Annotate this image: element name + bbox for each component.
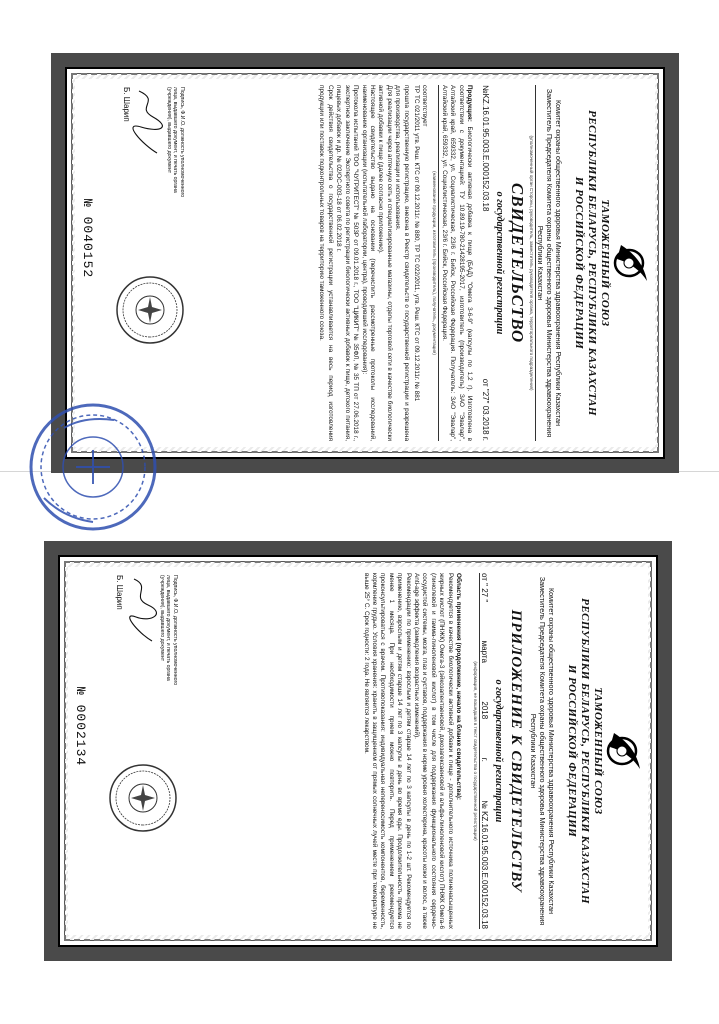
application-area-label: Область применения (продолжение, начало на бланке свидетельства): bbox=[455, 573, 462, 801]
header-line-3: И РОССИЙСКОЙ ФЕДЕРАЦИИ bbox=[573, 176, 585, 350]
union-header bbox=[565, 567, 604, 935]
header-line-1: ТАМОЖЕННЫЙ СОЮЗ bbox=[599, 199, 611, 327]
dosage-and-storage-text: Рекомендации по применению: взрослым и детям старше 14 лет по 3 капсулы в день по 1-2 шт. Рекомендуется по применению, взрослым и детям старше 14 лет по 3 капсулы в день во время еды. Продолжительность приема не менее 1 месяца. При необходимости прием можно повторить. Перед применением рекомендуется проконсультироваться с врачом. Противопоказания: индивидуальная непереносимость компонентов, беременность, кормление грудью. Условия хранения: хранить в защищенном от прямых солнечных лучей месте при температуре не выше 25° С. Срок годности: 2 года. Не является лекарством. bbox=[362, 573, 412, 929]
conforms-standards: ТР ТС 021/2011 утв. Реш. КТС от 09.12.2011г. № 880, ТР ТС 022/2011, утв. Реш. КТС от 09.12.2011г. № 881 bbox=[412, 85, 420, 402]
basis-statement: Настоящее свидетельство выдано на основании (перечислить рассмотренные протоколы исследований, наименование организации (испытательной лаборатории, центра), проводившей исследования): bbox=[360, 85, 376, 441]
signatory-name: Б. Шарип bbox=[115, 575, 124, 610]
product-section bbox=[317, 85, 473, 441]
appendix-note: (информация, не вошедшая в текст свидетельства о государственной регистрации) bbox=[472, 573, 480, 929]
validity-statement: Срок действия свидетельства о государственной регистрации устанавливается на весь период изготовления продукции или поставок подконтрольных товаров на территорию таможенного союза. bbox=[318, 85, 334, 441]
header-line-2: РЕСПУБЛИКИ БЕЛАРУСЬ, РЕСПУБЛИКИ КАЗАХСТАН bbox=[586, 110, 598, 416]
usage-area: Для реализации через аптечную сеть и специализированные магазины, отделы торговой сети в качестве биологически активной добавки к пище (далее согласно приложению). bbox=[377, 85, 393, 441]
conforms-label: соответствует bbox=[421, 85, 429, 127]
form-serial-number: № 0002134 bbox=[73, 687, 88, 767]
appendix-date-suffix: г. bbox=[480, 757, 489, 762]
appendix-date-month: марта bbox=[480, 640, 489, 663]
issuer-deputy: Заместитель Председателя Комитета охраны общественного здоровья Министерства здравоохранения Республики Казахстан bbox=[536, 88, 554, 438]
header-line-2: РЕСПУБЛИКИ БЕЛАРУСЬ, РЕСПУБЛИКИ КАЗАХСТАН bbox=[579, 598, 591, 904]
product-description: Биологически активная добавка к пище (БАД) "Омега 3-6-9" (капсулы по 1,2 г). Изготовлена в соответствии с документацией: ТУ 10.89.19-780-21428195-2017, изготовитель (производитель) ЗАО "Эвалар", Алтайский край, 659332, ул. Социалистическая, 23/6 г. Бийск, Российская Федерация. Получатель: ЗАО "Эвалар", Алтайский край, 659332, ул. Социалистическая, 23/6 г. Бийск, Российская Федерация. bbox=[440, 85, 473, 441]
appendix-body bbox=[68, 567, 648, 935]
issuer-deputy: Заместитель Председателя Комитета охраны общественного здоровья Министерства здравоохранения Республики Казахстан bbox=[529, 576, 547, 926]
issuer-block bbox=[529, 573, 556, 929]
header-line-3: И РОССИЙСКОЙ ФЕДЕРАЦИИ bbox=[566, 664, 578, 838]
header-line-1: ТАМОЖЕННЫЙ СОЮЗ bbox=[592, 687, 604, 815]
ministry-seal-icon bbox=[115, 275, 185, 345]
customs-union-logo-icon bbox=[604, 729, 644, 773]
issuer-name: Комитет охраны общественного здоровья Министерства здравоохранения Республики Казахстан bbox=[547, 587, 556, 915]
signature-block bbox=[116, 575, 179, 695]
customs-union-logo-icon bbox=[611, 241, 651, 285]
appendix-date-day: от " 27 " bbox=[480, 573, 489, 603]
certificate-body bbox=[75, 79, 655, 447]
form-serial-number: № 0040152 bbox=[80, 199, 95, 279]
appendix-title: ПРИЛОЖЕНИЕ К СВИДЕТЕЛЬСТВУ bbox=[508, 609, 524, 893]
blue-ink-stamp-icon bbox=[24, 398, 162, 536]
signatory-name: Б. Шарип bbox=[122, 87, 131, 122]
appendix-number: № KZ.16.01.95.003.Е.000152.03.18 bbox=[480, 800, 489, 929]
application-area-section bbox=[361, 573, 462, 929]
issuer-note: (уполномоченный орган Стороны, руководитель, заместитель руководителя органа, территориального подразделения) bbox=[528, 85, 536, 441]
issuer-name: Комитет охраны общественного здоровья Министерства здравоохранения Республики Казахстан bbox=[554, 99, 563, 427]
registration-statement: прошла государственную регистрацию, внесена в Реестр свидетельств о государственной регистрации и разрешена для производства, реализации и использования. bbox=[394, 85, 410, 441]
product-note: (наименование продукции, изготовитель (производитель), получатель, документация) bbox=[431, 85, 439, 441]
ministry-seal-icon bbox=[108, 763, 178, 833]
certificate-appendix bbox=[44, 541, 672, 961]
signature-icon bbox=[125, 575, 159, 645]
certificate-number: №KZ.16.01.95.003.Е.000152.03.18 bbox=[481, 85, 490, 212]
certificate-subtitle: о государственной регистрации bbox=[494, 191, 505, 335]
test-protocols: Протокола испытаний ТОО "ЧУГРИТЕСТ" № 503Р от 09.01.2018 г., ТОО "ЦИКИТ" № 35ФЛ, № 35 ТП от 27.06.2018 г., экспертное заключение Экспертного совета по регистрации биологически активных добавок к пище, детского питания, пищевых добавок и др. № 02/ОС-003-18 от 06.02.2018 г. bbox=[335, 85, 360, 441]
product-label: Продукция: bbox=[466, 85, 473, 122]
issuer-block bbox=[528, 85, 563, 441]
union-header bbox=[572, 79, 611, 447]
application-area-text: Рекомендуется в качестве биологически активной добавки к пище - дополнительного источника полиненасыщенных жирных кислот (ПНЖК) Омега-3 (эйкозапентаеновой, докозагексаеновой и альфа-линоленовой кислот) ПНЖК Омега-6 (линолевой и гамма-линоленовой кислот) в том числе для поддержания функционального состояния сердечно-сосудистой системы, мозга, глаз и суставов, поддержания в норме уровня холестерина, красоты кожи и волос, а также Anti-age эффекта (замедления возрастных изменений). bbox=[412, 573, 454, 929]
signature-caption: Подпись, Ф.И.О. должность уполномоченного лица, выдавшего документ, и печать органа (учреждения), выдавшего документ bbox=[159, 575, 178, 686]
certificate-title: СВИДЕТЕЛЬСТВО bbox=[508, 182, 527, 344]
appendix-subtitle: о государственной регистрации bbox=[493, 679, 504, 823]
appendix-date-year: 2018 bbox=[480, 701, 489, 720]
signature-caption: Подпись, Ф.И.О. должность уполномоченного лица, выдавшего документ, и печать органа (учреждения), выдавшего документ bbox=[166, 87, 185, 198]
certificate-date: от "27" 03.2018 г. bbox=[481, 378, 490, 441]
signature-block bbox=[123, 87, 186, 207]
signature-icon bbox=[132, 87, 166, 157]
certificate-number-row bbox=[481, 85, 489, 441]
appendix-date-row bbox=[472, 573, 488, 929]
